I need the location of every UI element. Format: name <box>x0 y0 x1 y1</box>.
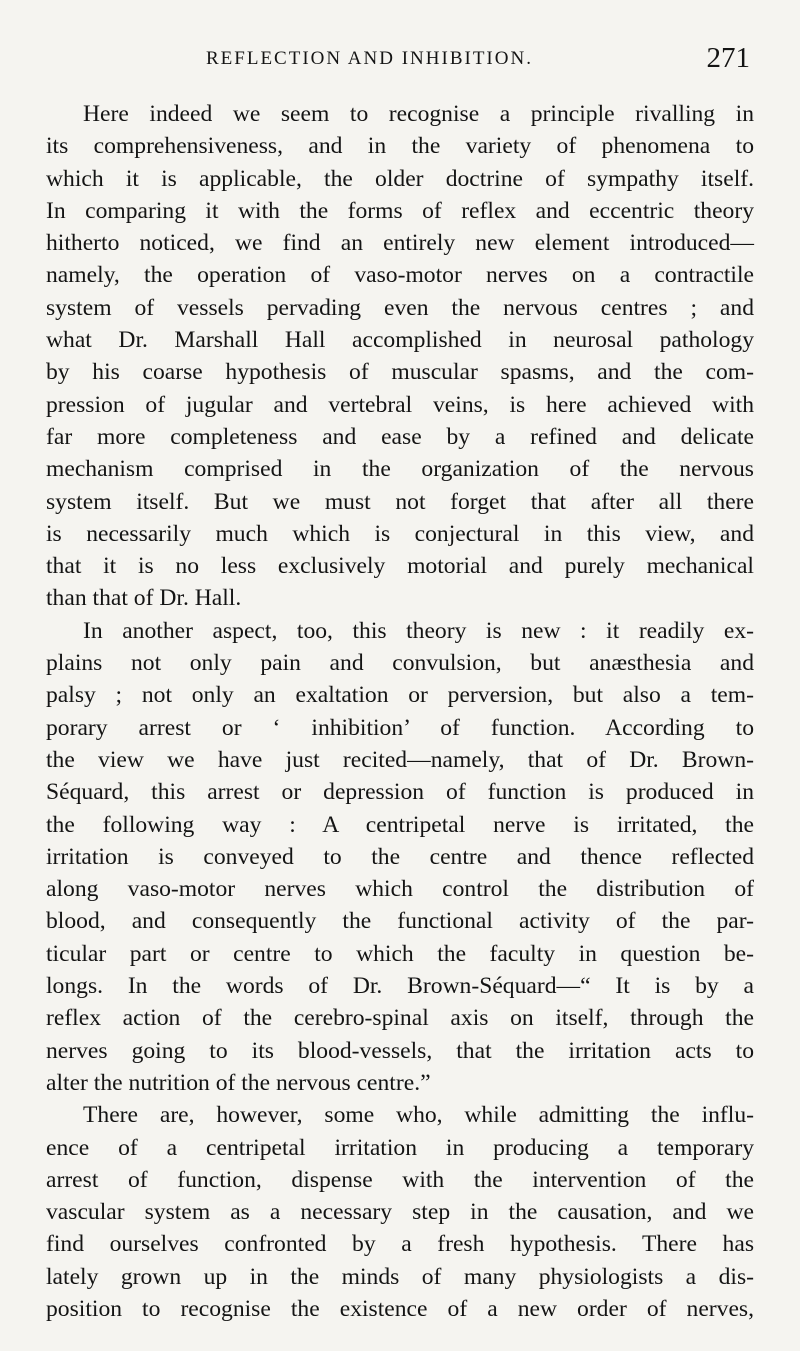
text-line: is necessarily much which is conjectural in this view, and <box>46 520 754 547</box>
body-text <box>46 98 754 1325</box>
text-line: arrest of function, dispense with the intervention of the <box>46 1166 754 1193</box>
text-line: plains not only pain and convulsion, but anæsthesia and <box>46 650 754 677</box>
text-line: system of vessels pervading even the nervous centres ; and <box>46 294 754 321</box>
text-line: In another aspect, too, this theory is new : it readily ex- <box>83 617 754 644</box>
text-line: alter the nutrition of the nervous centre.” <box>46 1069 431 1096</box>
paragraph-1 <box>46 98 754 615</box>
text-line: along vaso-motor nerves which control the distribution of <box>46 876 754 903</box>
text-line: In comparing it with the forms of reflex and eccentric theory <box>46 197 754 224</box>
text-line: Here indeed we seem to recognise a principle rivalling in <box>83 101 754 127</box>
text-line: ticular part or centre to which the faculty in question be- <box>46 940 754 967</box>
text-line: the following way : A centripetal nerve is irritated, the <box>46 811 754 838</box>
text-line: vascular system as a necessary step in the causation, and we <box>46 1199 754 1226</box>
text-line: far more completeness and ease by a refined and delicate <box>46 423 754 450</box>
text-line: There are, however, some who, while admitting the influ- <box>83 1102 754 1129</box>
running-title: REFLECTION AND INHIBITION. <box>206 48 533 69</box>
text-line: find ourselves confronted by a fresh hypothesis. There has <box>46 1231 754 1258</box>
text-line: palsy ; not only an exaltation or perversion, but also a tem- <box>46 682 754 709</box>
text-line: system itself. But we must not forget that after all there <box>46 488 754 515</box>
text-line: hitherto noticed, we find an entirely new element introduced— <box>46 230 754 257</box>
text-line: ence of a centripetal irritation in producing a temporary <box>46 1134 754 1161</box>
text-line: position to recognise the existence of a new order of nerves, <box>46 1295 754 1322</box>
text-line: irritation is conveyed to the centre and thence reflected <box>46 843 754 870</box>
paragraph-3 <box>46 1099 754 1325</box>
text-line: Séquard, this arrest or depression of function is produced in <box>46 779 754 806</box>
text-line: blood, and consequently the functional activity of the par- <box>46 908 754 935</box>
text-line: which it is applicable, the older doctrine of sympathy itself. <box>46 165 754 192</box>
text-line: by his coarse hypothesis of muscular spasms, and the com- <box>46 359 754 386</box>
text-line: its comprehensiveness, and in the variety of phenomena to <box>46 133 754 160</box>
text-line: nerves going to its blood-vessels, that the irritation acts to <box>46 1037 754 1064</box>
text-line: reflex action of the cerebro-spinal axis on itself, through the <box>46 1005 754 1032</box>
paragraph-2 <box>46 615 754 1099</box>
running-head <box>46 42 756 74</box>
page-number: 271 <box>706 42 750 74</box>
text-line: pression of jugular and vertebral veins, is here achieved with <box>46 391 754 418</box>
text-line: porary arrest or ‘ inhibition’ of function. According to <box>46 714 754 741</box>
text-line: what Dr. Marshall Hall accomplished in neurosal pathology <box>46 327 754 354</box>
text-line: that it is no less exclusively motorial and purely mechanical <box>46 553 754 580</box>
text-line: mechanism comprised in the organization of the nervous <box>46 456 754 483</box>
text-line: namely, the operation of vaso-motor nerves on a contractile <box>46 262 754 289</box>
text-line: lately grown up in the minds of many physiologists a dis- <box>46 1263 754 1290</box>
text-line: longs. In the words of Dr. Brown-Séquard—“ It is by a <box>46 973 754 1000</box>
text-line: the view we have just recited—namely, that of Dr. Brown- <box>46 746 754 773</box>
text-line: than that of Dr. Hall. <box>46 585 242 612</box>
